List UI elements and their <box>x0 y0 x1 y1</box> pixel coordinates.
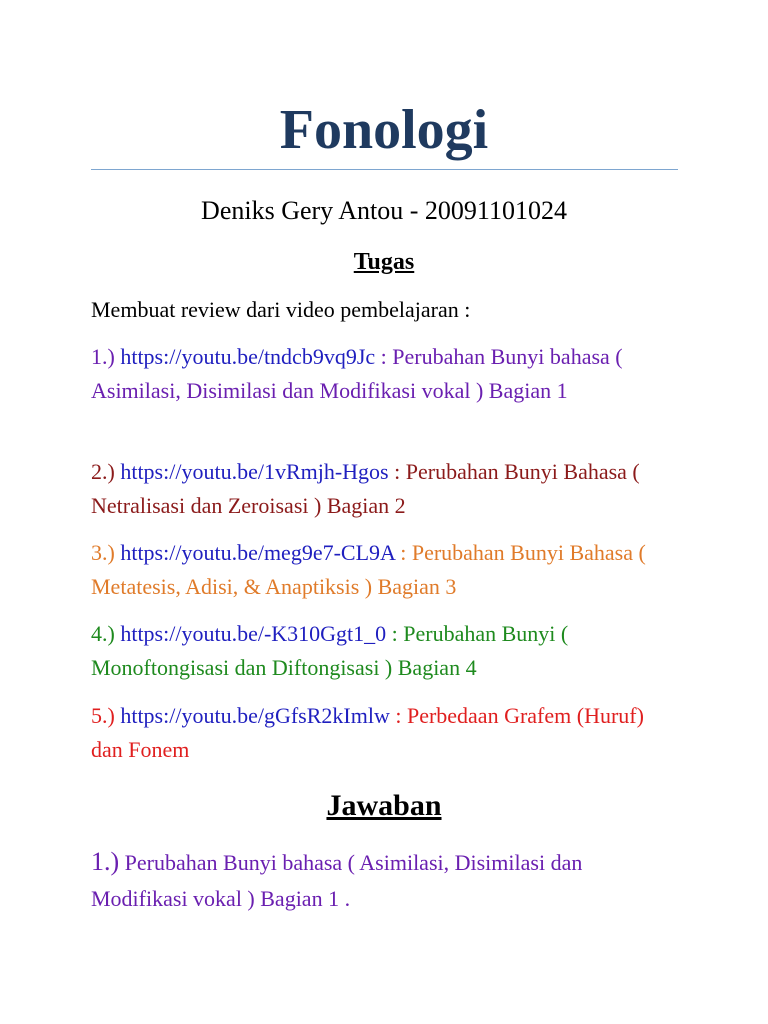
video-entry-2 <box>91 455 671 523</box>
author-line: Deniks Gery Antou - 20091101024 <box>201 196 567 225</box>
answer-number: 1.) <box>91 847 120 876</box>
video-entry-5 <box>91 699 671 767</box>
intro-text: Membuat review dari video pembelajaran : <box>91 297 471 322</box>
entry-description: Perbedaan Grafem (Huruf) dan Fonem <box>91 703 644 762</box>
entry-separator: : <box>386 621 404 646</box>
video-link[interactable]: https://youtu.be/tndcb9vq9Jc <box>120 344 376 369</box>
video-entry-1 <box>91 340 671 408</box>
entry-number: 3.) <box>91 540 115 565</box>
answer-text: Perubahan Bunyi bahasa ( Asimilasi, Disimilasi dan Modifikasi vokal ) Bagian 1 . <box>91 850 583 911</box>
document-title: Fonologi <box>279 99 489 161</box>
entry-separator: : <box>394 540 412 565</box>
video-link[interactable]: https://youtu.be/gGfsR2kImlw <box>120 703 390 728</box>
video-link[interactable]: https://youtu.be/-K310Ggt1_0 <box>120 621 387 646</box>
entry-separator: : <box>375 344 393 369</box>
title-divider <box>91 169 678 170</box>
section-heading-tugas: Tugas <box>353 249 415 275</box>
entry-description: Perubahan Bunyi ( Monoftongisasi dan Diftongisasi ) Bagian 4 <box>91 621 569 680</box>
entry-separator: : <box>388 459 406 484</box>
entry-number: 4.) <box>91 621 115 646</box>
answer-paragraph-1 <box>91 844 681 917</box>
video-entry-3 <box>91 536 671 604</box>
video-link[interactable]: https://youtu.be/meg9e7-CL9A <box>120 540 395 565</box>
entry-description: Perubahan Bunyi bahasa ( Asimilasi, Disimilasi dan Modifikasi vokal ) Bagian 1 <box>91 344 623 403</box>
entry-number: 1.) <box>91 344 115 369</box>
entry-number: 5.) <box>91 703 115 728</box>
section-heading-jawaban: Jawaban <box>326 789 442 822</box>
entry-description: Perubahan Bunyi Bahasa ( Netralisasi dan Zeroisasi ) Bagian 2 <box>91 459 640 518</box>
video-entry-4 <box>91 617 671 685</box>
entry-number: 2.) <box>91 459 115 484</box>
entry-separator: : <box>389 703 407 728</box>
video-link[interactable]: https://youtu.be/1vRmjh-Hgos <box>120 459 389 484</box>
entry-description: Perubahan Bunyi Bahasa ( Metatesis, Adisi, & Anaptiksis ) Bagian 3 <box>91 540 646 599</box>
